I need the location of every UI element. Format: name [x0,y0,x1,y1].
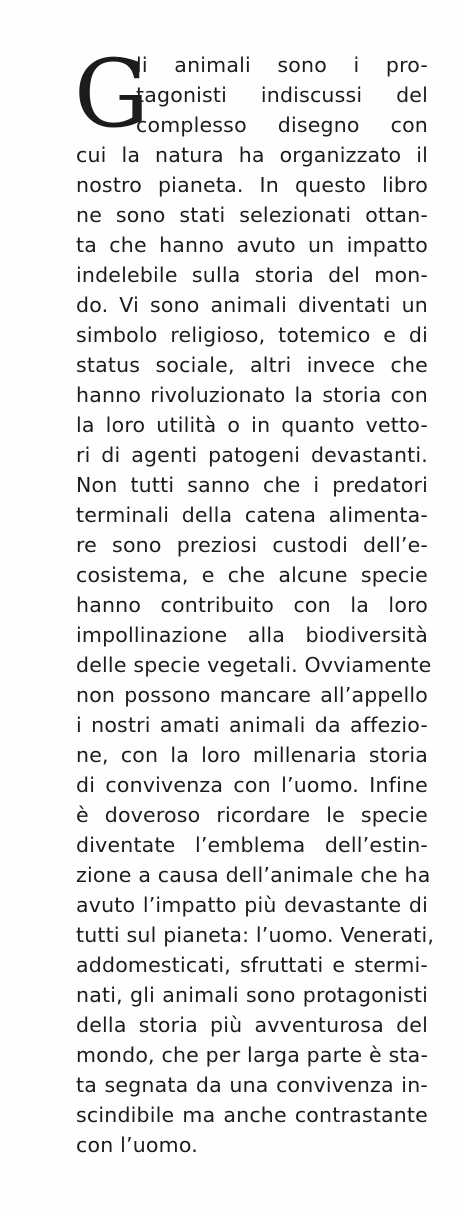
text-line: indelebile sulla storia del mon- [76,263,428,287]
text-line: non possono mancare all’appello [76,683,428,707]
text-line: li animali sono i pro- [136,53,428,77]
text-line: con l’uomo. [76,1133,198,1157]
text-line: complesso disegno con [136,113,428,137]
text-line: ne sono stati selezionati ottan- [76,203,428,227]
text-line: ta che hanno avuto un impatto [76,233,428,257]
text-line: Non tutti sanno che i predatori [76,473,428,497]
text-line: impollinazione alla biodiversità [76,623,428,647]
text-line: hanno rivoluzionato la storia con [76,383,428,407]
text-line: status sociale, altri invece che [76,353,428,377]
text-line: hanno contribuito con la loro [76,593,428,617]
text-line: ta segnata da una convivenza in- [76,1073,428,1097]
text-line: ri di agenti patogeni devastanti. [76,443,428,467]
text-line: simbolo religioso, totemico e di [76,323,428,347]
text-line: mondo, che per larga parte è sta- [76,1043,429,1067]
text-line: cosistema, e che alcune specie [76,563,428,587]
text-line: nati, gli animali sono protagonisti [76,983,428,1007]
text-line: addomesticati, sfruttati e stermi- [76,953,428,977]
text-line: re sono preziosi custodi dell’e- [76,533,428,557]
text-line: di convivenza con l’uomo. Infine [76,773,428,797]
text-line: terminali della catena alimenta- [76,503,428,527]
text-line: tagonisti indiscussi del [136,83,428,107]
text-line: è doveroso ricordare le specie [76,803,428,827]
text-line: cui la natura ha organizzato il [76,143,428,167]
text-line: diventate l’emblema dell’estin- [76,833,428,857]
text-line: nostro pianeta. In questo libro [76,173,428,197]
text-line: i nostri amati animali da affezio- [76,713,428,737]
text-line: la loro utilità o in quanto vetto- [76,413,428,437]
text-line: avuto l’impatto più devastante di [76,893,428,917]
drop-cap-letter: G [74,40,150,149]
text-line: della storia più avventurosa del [76,1013,428,1037]
text-line: zione a causa dell’animale che ha [76,863,431,887]
text-line: delle specie vegetali. Ovviamente [76,653,432,677]
text-line: tutti sul pianeta: l’uomo. Venerati, [76,923,435,947]
text-line: do. Vi sono animali diventati un [76,293,428,317]
text-line: scindibile ma anche contrastante [76,1103,428,1127]
text-line: ne, con la loro millenaria storia [76,743,428,767]
body-text [74,40,435,1160]
